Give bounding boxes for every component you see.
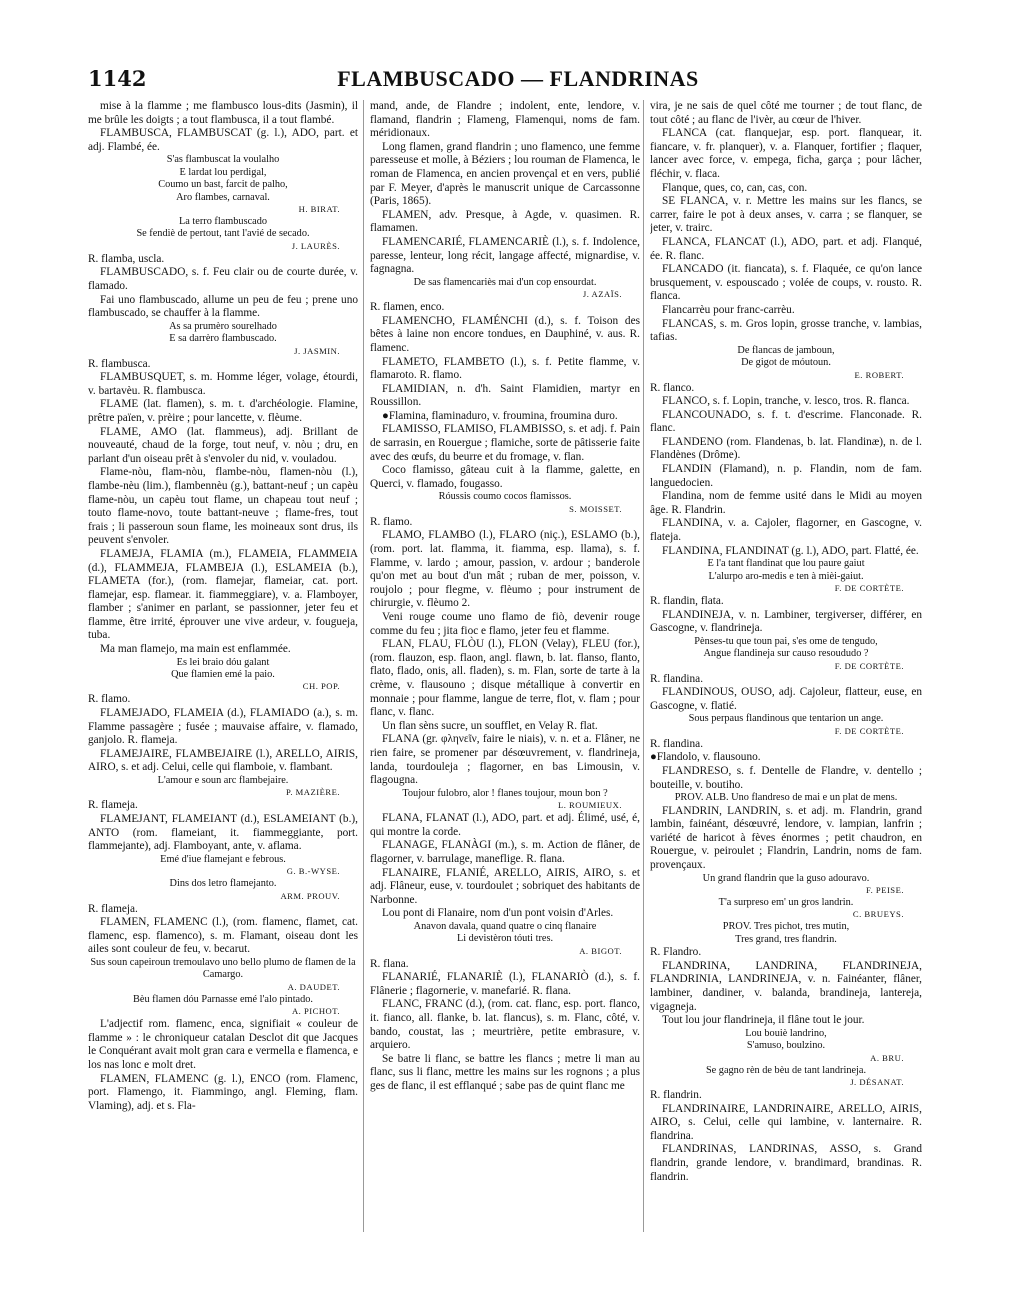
citation-verse: L'amour e soun arc flambejaire. — [157, 775, 289, 787]
reference-line: R. flameja. — [88, 902, 138, 915]
reference-line: R. flana. — [370, 957, 409, 970]
entry-paragraph: Veni rouge coume uno flamo de fiò, devenir rouge comme du feu ; jita fioc e flamo, jeter feu et flamme. — [370, 611, 640, 637]
reference-line: ●Flandolo, v. flausouno. — [650, 751, 761, 764]
citation-verse: Se gagno rèn de bèu de tant landrineja. — [705, 1064, 867, 1076]
entry-paragraph: FLANA, FLANAT (l.), ADO, part. et adj. Élimé, usé, é, qui montre la corde. — [370, 812, 640, 838]
citation-verse: PROV. Tres pichot, tres mutin, — [722, 921, 850, 933]
entry-paragraph: Se batre li flanc, se battre les flancs ; metre li man au flanc, sus li flanc, mettre les mains sur les rognons ; a plus ges de flanc, il est efflanqué ; sabe pas de quint flanc me — [370, 1052, 640, 1093]
citation-verse: Es lei braio dóu galant — [176, 656, 270, 668]
entry-paragraph: FLAMISSO, FLAMISO, FLAMBISSO, s. et adj. f. Pain de sarrasin, en Rouergue ; flamiche, sorte de pâtisserie faite avec des œufs, du beurre et du fromage, v. flan. — [370, 423, 640, 463]
citation-verse: Anavon davala, quand quatre o cinq flanaire — [413, 920, 597, 932]
entry-paragraph: FLANDINA, FLANDINAT (g. l.), ADO, part. Flatté, ée. — [662, 544, 919, 557]
citation-verse: Bèu flamen dóu Parnasse emé l'alo pintado. — [133, 993, 313, 1005]
citation-verse: Sus soun capeiroun tremoulavo uno bello plumo de flamen de la Camargo. — [90, 957, 356, 981]
citation-source: J. AZAÏS. — [582, 289, 622, 300]
column-middle — [370, 100, 640, 1240]
entry-paragraph: FLAMEJA, FLAMIA (m.), FLAMEIA, FLAMMEIA (d.), FLAMMEJA, FLAMBEJA (l.), ESLAMEIA (b.), FLAMETA (for.), (rom. flamejar, flameiar, cat. port. flamejar, esp. flamear. it. fiammeggiare), v. a. Flamboyer, flamber ; s'animer en parlant, se passionner, jeter feu et flamme, être irrité, éprouver une vive ardeur, v. fougueja, tuba. — [88, 547, 358, 642]
entry-paragraph: FLANC, FRANC (d.), (rom. cat. flanc, esp. port. flanco, it. fianco, all. flanke, b. lat. flancus), s. m. Flanc, côté, v. bando, coustat, las ; meurtrière, petite embrasure, v. arquiero. — [370, 998, 640, 1052]
reference-line: R. Flandro. — [650, 946, 702, 959]
entry-paragraph: Long flamen, grand flandrin ; uno flamenco, une femme paresseuse et molle, à Béziers ; lou rouman de Flamenca, le roman de Flamenca, en ancien provençal et en vers, publié par F. Meyer, d'après le manuscrit unique de Carcassonne (Paris, 1865). — [370, 140, 640, 208]
citation-source: J. JASMIN. — [294, 345, 340, 356]
citation-source: F. DE CORTÈTE. — [834, 583, 904, 594]
entry-paragraph: FLANAGE, FLANÀGI (m.), s. m. Action de flâner, de flagorner, v. barrulage, maneflige. R. flana. — [370, 839, 640, 865]
entry-paragraph: FLANDIN (Flamand), n. p. Flandin, nom de fam. languedocien. — [650, 463, 922, 489]
entry-paragraph: FLANCOUNADO, s. f. t. d'escrime. Flanconade. R. flanc. — [650, 408, 922, 435]
citation-verse: S'amuso, boulzino. — [746, 1040, 826, 1052]
citation-verse: Lou bouiè landrino, — [745, 1027, 827, 1039]
citation-verse: Li devistèron tóuti tres. — [456, 933, 554, 945]
column-rule — [363, 100, 364, 1232]
citation-verse: De gigot de móutoun. — [741, 357, 831, 369]
reference-line: R. flanco. — [650, 381, 695, 394]
entry-paragraph: Flanque, ques, co, can, cas, con. — [662, 181, 808, 194]
citation-source: L. ROUMIEUX. — [557, 800, 622, 811]
entry-paragraph: FLAMIDIAN, n. d'h. Saint Flamidien, martyr en Roussillon. — [370, 382, 640, 409]
entry-paragraph: Flame-nòu, flam-nòu, flambe-nòu, flamen-nòu (l.), flambe-nèu (lim.), flambennèu (g.), battant-neuf ; un capèu flame-nòu, un capèu tout flame, un chapeau tout neuf ; touto flame-novo, toute battant-neuve ; flame-fres, tout frais ; li passeroun soun flame, les moineaux sont drus, ils peuvent s'envoler. — [88, 466, 358, 547]
entry-paragraph: mise à la flamme ; me flambusco lous-dits (Jasmin), il me brûle les doigts ; a tout flambusca, il a tout flambé. — [88, 100, 358, 126]
entry-paragraph: L'adjectif rom. flamenc, enca, signifiait « couleur de flamme » : le chroniqueur catalan Desclot dit que Jacques le Conquérant avait molt gran cara e vermella e flamenca, e los nas lonc e molt dret. — [88, 1018, 358, 1071]
citation-verse: Aro flambes, carnaval. — [176, 191, 270, 203]
entry-paragraph: FLANDINEJA, v. n. Lambiner, tergiverser, différer, en Gascogne, v. flandrineja. — [650, 608, 922, 635]
running-title: FLAMBUSCADO — FLANDRINAS — [337, 66, 699, 91]
entry-paragraph: FLANCA (cat. flanquejar, esp. port. flanquear, it. fiancare, v. fr. planquer), v. a. Flanquer, fortifier ; flaquer, lancer avec force, v. empega, ficha, garça ; pour lâcher, fléchir, v. flaca. — [650, 127, 922, 180]
entry-paragraph: FLANDRINA, LANDRINA, FLANDRINEJA, FLANDRINIA, LANDRINEJA, v. n. Fainéanter, flâner, lambiner, dandiner, v. balanda, brandineja, lantereja, vigagneja. — [650, 959, 922, 1013]
entry-paragraph: FLANDINA, v. a. Cajoler, flagorner, en Gascogne, v. flateja. — [650, 517, 922, 544]
citation-source: G. B.-WYSE. — [286, 866, 340, 877]
citation-verse: E l'a tant flandinat que lou paure gaiut — [707, 558, 865, 570]
citation-verse: S'as flambuscat la voulalho — [166, 154, 280, 166]
citation-source: P. MAZIÈRE. — [286, 787, 340, 798]
entry-paragraph: FLAMBUSQUET, s. m. Homme léger, volage, étourdi, v. bartavèu. R. flambusca. — [88, 371, 358, 397]
citation-verse: Que flamien emé la paio. — [171, 669, 275, 681]
entry-paragraph: FLANDRINAS, LANDRINAS, ASSO, s. Grand flandrin, grande lendore, v. brandimard, brandinas. R. flandrin. — [650, 1143, 922, 1183]
citation-source: A. DAUDET. — [287, 981, 340, 992]
entry-paragraph: Fai uno flambuscado, allume un peu de feu ; prene uno flambuscado, se chauffer à la flamme. — [88, 293, 358, 320]
entry-paragraph: FLAMEN, FLAMENC (l.), (rom. flamenc, flamet, cat. flamenc, esp. flamenco), s. m. Flamant, oiseau dont les ailes sont couleur de feu, v. becarut. — [88, 916, 358, 956]
reference-line: vira, je ne sais de quel côté me tourner ; de tout flanc, de tout côté ; au flanc de l'ivèr, au cœur de l'hiver. — [650, 100, 922, 126]
citation-verse: Sous perpaus flandinous que tentarion un ange. — [688, 713, 884, 725]
column-right — [650, 100, 922, 1240]
entry-paragraph: Tout lou jour flandrineja, il flâne tout le jour. — [662, 1014, 865, 1027]
citation-verse: T'a surpreso em' un gros landrin. — [718, 896, 854, 908]
reference-line: R. flameja. — [88, 799, 138, 812]
citation-source: A. PICHOT. — [291, 1006, 340, 1017]
entry-paragraph: SE FLANCA, v. r. Mettre les mains sur les flancs, se carrer, faire le pot à deux anses, v. carra ; se flanquer, se jeter, v. trairc. — [650, 195, 922, 235]
page-number: 1142 — [88, 66, 147, 91]
citation-verse: Dins dos letro flamejanto. — [169, 878, 277, 890]
entry-paragraph: Lou pont di Flanaire, nom d'un pont voisin d'Arles. — [382, 907, 614, 920]
citation-source: J. LAURÈS. — [291, 240, 340, 251]
citation-source: A. BRU. — [870, 1052, 904, 1063]
citation-verse: E sa darrèro flambuscado. — [169, 333, 277, 345]
entry-paragraph: FLAMENCHO, FLAMÉNCHI (d.), s. f. Toison des bêtes à laine non encore tondues, en Dauphiné, v. aus. R. flamenc. — [370, 314, 640, 354]
entry-paragraph: Flancarrèu pour franc-carrèu. — [662, 303, 795, 316]
citation-verse: Angue flandineja sur causo resoududo ? — [703, 648, 869, 660]
citation-source: CH. POP. — [302, 681, 340, 692]
citation-verse: De sas flamencariès mai d'un cop ensourdat. — [413, 276, 597, 288]
citation-verse: Tres grand, tres flandrin. — [735, 933, 837, 945]
entry-paragraph: FLANARIÉ, FLANARIÈ (l.), FLANARIÒ (d.), s. f. Flânerie ; flagornerie, v. manefarié. R. flana. — [370, 971, 640, 997]
entry-paragraph: FLANCAS, s. m. Gros lopin, grosse tranche, v. lambias, tafias. — [650, 317, 922, 344]
citation-verse: Toujour fulobro, alor ! flanes toujour, moun bon ? — [402, 787, 608, 799]
entry-paragraph: FLAMENCARIÉ, FLAMENCARIÈ (l.), s. f. Indolence, paresse, lenteur, long récit, langage affecté, mignardise, v. fagnagna. — [370, 235, 640, 276]
citation-verse: De flancas de jamboun, — [737, 344, 835, 356]
entry-paragraph: FLANCADO (it. fiancata), s. f. Flaquée, ce qu'on lance brusquement, v. espouscado ; volée de coups, v. rousto. R. flanca. — [650, 263, 922, 303]
citation-verse: PROV. ALB. Uno flandreso de mai e un plat de mens. — [674, 792, 898, 804]
reference-line: R. flamo. — [370, 515, 413, 528]
entry-paragraph: FLANAIRE, FLANIÉ, ARELLO, AIRIS, AIRO, s. et adj. Flâneur, euse, v. tourdoulet ; sobriquet des habitants de Narbonne. — [370, 866, 640, 906]
entry-paragraph: ●Flamina, flaminaduro, v. froumina, froumina duro. — [382, 409, 618, 422]
reference-line: R. flamen, enco. — [370, 301, 445, 314]
entry-paragraph: FLAMEJADO, FLAMEIA (d.), FLAMIADO (a.), s. m. Flamme passagère ; fusée ; mauvaise affaire, v. flamado, ganjolo. R. flameja. — [88, 707, 358, 747]
entry-paragraph: FLANDRINAIRE, LANDRINAIRE, ARELLO, AIRIS, AIRO, s. Celui, celle qui lambine, v. lanternaire. R. flandrina. — [650, 1102, 922, 1142]
entry-paragraph: FLAMETO, FLAMBETO (l.), s. f. Petite flamme, v. flamaroto. R. flamo. — [370, 355, 640, 382]
entry-paragraph: FLAMBUSCADO, s. f. Feu clair ou de courte durée, v. flamado. — [88, 266, 358, 292]
citation-source: E. ROBERT. — [854, 369, 904, 380]
entry-paragraph: FLAMEN, FLAMENC (g. l.), ENCO (rom. Flamenc, port. Flamengo, it. Fiammingo, angl. Fleming, flam. Vlaming), adj. et s. Fla- — [88, 1072, 358, 1112]
entry-paragraph: FLANCO, s. f. Lopin, tranche, v. lesco, tros. R. flanca. — [662, 395, 910, 408]
entry-paragraph: Flandina, nom de femme usité dans le Midi au moyen âge. R. Flandrin. — [650, 490, 922, 516]
reference-line: mand, ande, de Flandre ; indolent, ente, lendore, v. flamand, flandrin ; Flameng, Flamenqui, noms de fam. méridionaux. — [370, 100, 640, 140]
citation-verse: L'alurpo aro-medis e ten à mièi-gaiut. — [708, 570, 864, 582]
reference-line: R. flandina. — [650, 672, 704, 685]
reference-line: R. flandina. — [650, 737, 704, 750]
entry-paragraph: FLAME, AMO (lat. flammeus), adj. Brillant de nouveauté, chaud de la forge, tout neuf, v. nòu ; dru, en parlant d'un oiseau prêt à s'envoler du nid, v. vouladou. — [88, 425, 358, 465]
entry-paragraph: FLAN, FLAU, FLÒU (l.), FLON (Velay), FLEU (for.), (rom. flauzon, esp. flaon, angl. flawn, b. lat. flanso, flanto, flato, flado, onis, all. fladen), s. m. Flan, sorte de tarte à la crème, v. flausouno ; disque métallique à convertir en monnaie ; pour flamme, langue de terre, flot, v. flam ; pour flanc, v. flanc. — [370, 638, 640, 719]
page-header — [88, 66, 948, 94]
reference-line: R. flambusca. — [88, 357, 151, 370]
entry-paragraph: Un flan sèns sucre, un soufflet, en Velay R. flat. — [382, 719, 598, 732]
entry-paragraph: FLANDENO (rom. Flandenas, b. lat. Flandinæ), n. de l. Flandènes (Drôme). — [650, 435, 922, 462]
citation-source: S. MOISSET. — [569, 503, 622, 514]
citation-source: A. BIGOT. — [579, 945, 622, 956]
entry-paragraph: FLANA (gr. φληνεῖν, faire le niais), v. n. et a. Flâner, ne rien faire, se promener par désœuvrement, v. flandrineja, landa, tourdouleja ; flagorner, en bas Limousin, v. flagougna. — [370, 733, 640, 787]
reference-line: R. flandrin. — [650, 1088, 702, 1101]
entry-paragraph: FLANDRIN, LANDRIN, s. et adj. m. Flandrin, grand lambin, fainéant, désœuvré, lendore, v. lampian, lanfrin ; variété de haricot à fèves énormes ; petit chaudron, en Rouergue, v. peiroulet ; Flandrin, Landrin, noms de fam. provençaux. — [650, 804, 922, 871]
entry-paragraph: FLANDINOUS, OUSO, adj. Cajoleur, flatteur, euse, en Gascogne, v. flatié. — [650, 686, 922, 712]
citation-source: C. BRUEYS. — [852, 909, 904, 920]
reference-line: R. flamo. — [88, 693, 131, 706]
column-rule — [643, 100, 644, 1232]
entry-paragraph: FLAMEJAIRE, FLAMBEJAIRE (l.), ARELLO, AIRIS, AIRO, s. et adj. Celui, celle qui flamboie, v. flambant. — [88, 747, 358, 774]
entry-paragraph: Ma man flamejo, ma main est enflammée. — [100, 643, 291, 656]
citation-verse: E lardat lou perdigal, — [179, 166, 267, 178]
entry-paragraph: FLAMEJANT, FLAMEIANT (d.), ESLAMEIANT (b.), ANTO (rom. flameiant, it. fiammeggiante, port. flammejante), adj. Flamboyant, ante, v. aflama. — [88, 813, 358, 853]
citation-source: ARM. PROUV. — [280, 890, 340, 901]
citation-verse: Un grand flandrin que la guso adouravo. — [702, 872, 870, 884]
citation-source: F. DE CORTÈTE. — [834, 725, 904, 736]
citation-verse: Se fendiè de pertout, tant l'avié de secado. — [136, 228, 310, 240]
citation-source: H. BIRAT. — [298, 204, 340, 214]
citation-verse: Róussis coumo cocos flamissos. — [438, 491, 572, 503]
citation-verse: As sa prumèro sourelhado — [169, 320, 277, 332]
citation-verse: Coumo un bast, farcit de palho, — [158, 179, 288, 191]
entry-paragraph: FLAMBUSCA, FLAMBUSCAT (g. l.), ADO, part. et adj. Flambé, ée. — [88, 127, 358, 153]
citation-verse: Pènses-tu que toun pai, s'es ome de tengudo, — [694, 635, 878, 647]
entry-paragraph: Coco flamisso, gâteau cuit à la flamme, galette, en Querci, v. flamado, fougasso. — [370, 464, 640, 490]
entry-paragraph: FLAMO, FLAMBO (l.), FLARO (niç.), ESLAMO (b.), (rom. port. lat. flamma, it. fiamma, esp. llama), s. f. Flamme, v. lardo ; amour, passion, v. ardour ; banderole qu'on met au bout d'un mât ; ruban de mer, poisson, v. roujolo ; pour flegme, v. flèumo ; pour instrument de chirurgie, v. flèumo 2. — [370, 529, 640, 610]
citation-source: J. DÉSANAT. — [850, 1076, 904, 1087]
entry-paragraph: FLANCA, FLANCAT (l.), ADO, part. et adj. Flanqué, ée. R. flanc. — [650, 235, 922, 262]
entry-paragraph: FLAMEN, adv. Presque, à Agde, v. quasimen. R. flamamen. — [370, 208, 640, 235]
citation-source: F. DE CORTÈTE. — [834, 660, 904, 671]
reference-line: R. flamba, uscla. — [88, 252, 165, 265]
citation-source: F. PEISE. — [866, 884, 904, 895]
entry-paragraph: FLAME (lat. flamen), s. m. t. d'archéologie. Flamine, prêtre païen, v. prèire ; pour lancette, v. flèume. — [88, 398, 358, 424]
entry-paragraph: FLANDRESO, s. f. Dentelle de Flandre, v. dentello ; bouteille, v. boutiho. — [650, 765, 922, 791]
column-left — [88, 100, 358, 1240]
reference-line: R. flandin, flata. — [650, 595, 724, 608]
citation-verse: Emé d'iue flamejant e febrous. — [160, 853, 286, 865]
citation-verse: La terro flambuscado — [178, 216, 268, 227]
